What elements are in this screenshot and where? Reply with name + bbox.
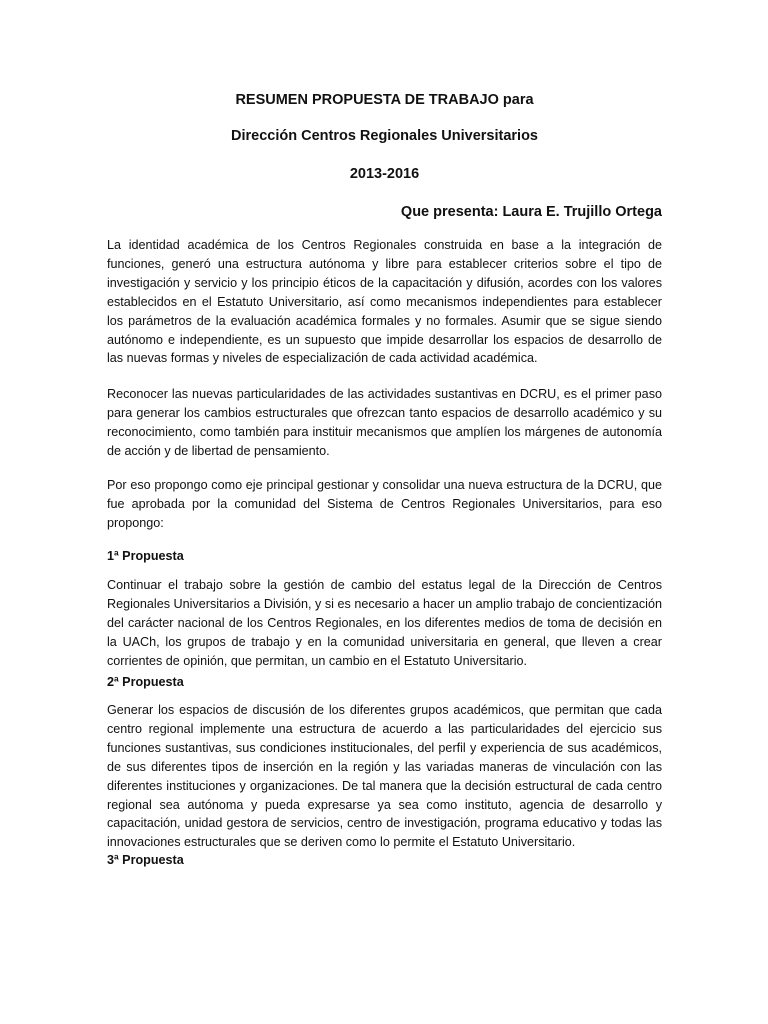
document-subtitle: Dirección Centros Regionales Universitarios: [230, 128, 538, 144]
intro-paragraph-3: Por eso propongo como eje principal gestionar y consolidar una nueva estructura de la DCRU, que fue aprobada por la comunidad del Sistema de Centros Regionales Universitarios, para eso propongo:: [107, 478, 662, 530]
document-title: RESUMEN PROPUESTA DE TRABAJO para: [235, 92, 534, 108]
presenter-line: Que presenta: Laura E. Trujillo Ortega: [400, 204, 662, 220]
document-period: 2013-2016: [349, 166, 420, 182]
proposal-1-text: Continuar el trabajo sobre la gestión de cambio del estatus legal de la Dirección de Centros Regionales Universitarios a División, y si es necesario a hacer un amplio trabajo de concientización del carácter nacional de los Centros Regionales, en los diferentes medios de toma de decisión en la UACh, los grupos de trabajo y en la comunidad universitaria en general, que lleven a crear corrientes de opinión, que permitan, un cambio en el Estatuto Universitario.: [107, 578, 662, 668]
intro-paragraph-2: Reconocer las nuevas particularidades de las actividades sustantivas en DCRU, es el primer paso para generar los cambios estructurales que ofrezcan tanto espacios de desarrollo académico y su reconocimiento, como también para instituir mecanismos que amplíen los márgenes de autonomía de acción y de libertad de pensamiento.: [107, 387, 662, 458]
intro-paragraph-1: La identidad académica de los Centros Regionales construida en base a la integración de funciones, generó una estructura autónoma y libre para establecer criterios sobre el tipo de investigación y servicio y los principio éticos de la capacitación y difusión, acordes con los valores establecidos en el Estatuto Universitario, así como mecanismos independientes para establecer los parámetros de la evaluación académica formales y no formales. Asumir que se sigue siendo autónomo e independiente, es un supuesto que impide desarrollar los espacios de desarrollo de las nuevas formas y niveles de especialización de cada actividad académica.: [107, 238, 662, 366]
proposal-3-heading: 3ª Propuesta: [107, 853, 184, 867]
proposal-2-heading: 2ª Propuesta: [107, 675, 184, 689]
proposal-2-text: Generar los espacios de discusión de los diferentes grupos académicos, que permitan que cada centro regional implemente una estructura de acuerdo a las particularidades del ejercicio sus funciones sustantivas, sus condiciones institucionales, del perfil y experiencia de sus académicos, de sus diferentes tipos de inserción en la región y las variadas maneras de vinculación con las diferentes instituciones y organizaciones. De tal manera que la decisión estructural de cada centro regional sea autónoma y pueda expresarse ya sea como instituto, agencia de desarrollo y capacitación, unidad gestora de servicios, centro de investigación, programa educativo y todas las innovaciones estructurales que se deriven como lo permite el Estatuto Universitario.: [107, 703, 662, 850]
proposal-1-heading: 1ª Propuesta: [107, 549, 184, 563]
